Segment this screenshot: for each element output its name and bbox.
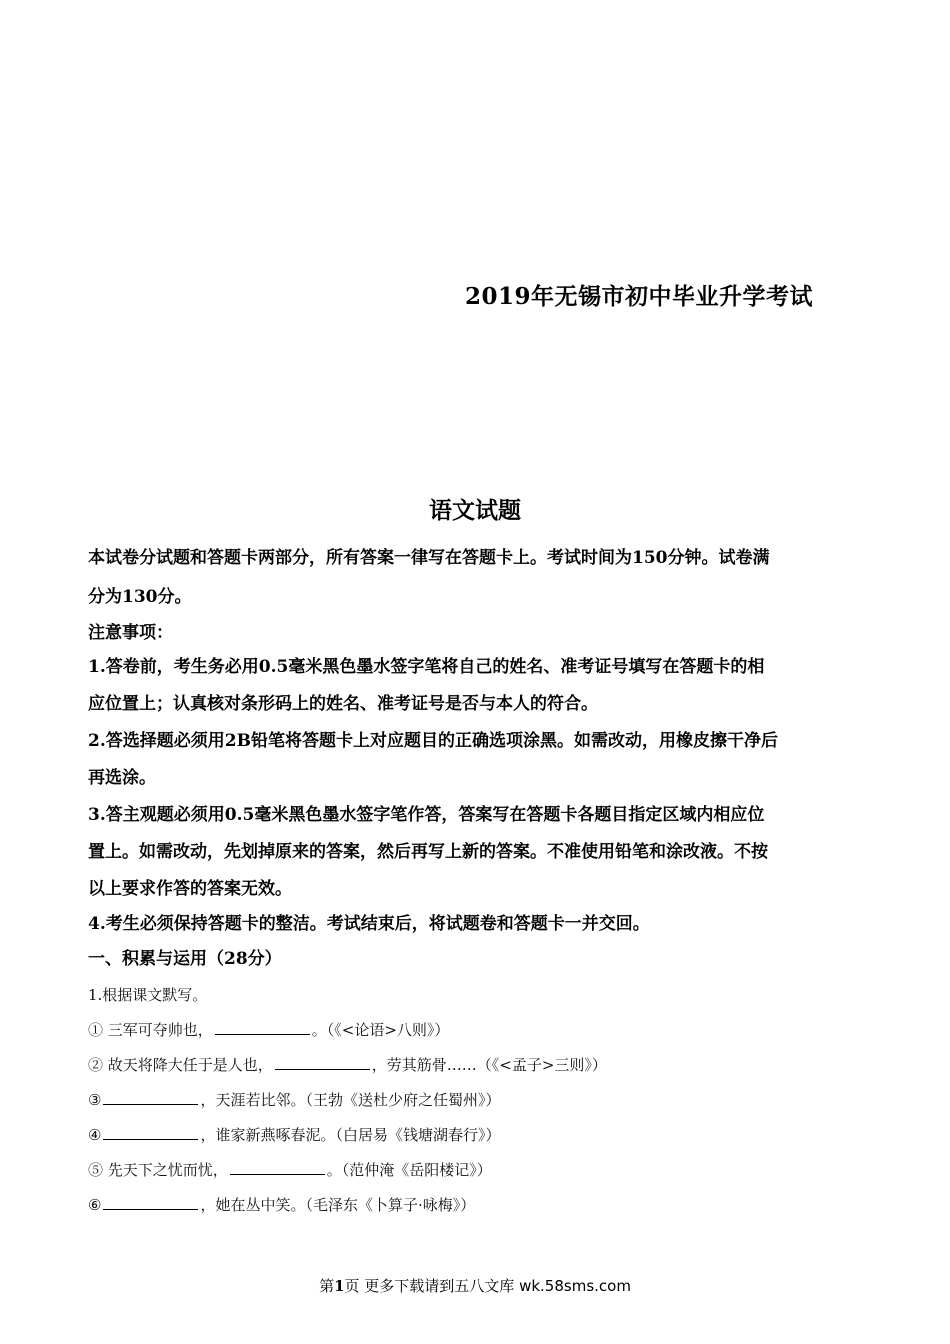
intro-line-2: 分为130分。 <box>88 587 192 607</box>
answer-blank <box>103 1195 198 1210</box>
item-prefix: ③ <box>88 1091 102 1109</box>
answer-blank <box>103 1090 198 1105</box>
item-suffix: ，谁家新燕啄春泥。（白居易《钱塘湖春行》） <box>200 1126 501 1144</box>
notice-item-1-line-2: 应位置上；认真核对条形码上的姓名、准考证号是否与本人的符合。 <box>88 694 598 714</box>
footer-page-number: 1 <box>334 1277 345 1295</box>
item-prefix: ① 三军可夺帅也， <box>88 1021 213 1039</box>
item-prefix: ⑤ 先天下之忧而忧， <box>88 1161 228 1179</box>
subject-title: 语文试题 <box>429 497 521 524</box>
item-suffix: ，天涯若比邻。（王勃《送杜少府之任蜀州》） <box>200 1091 501 1109</box>
section-1-heading: 一、积累与运用（28分） <box>88 949 282 969</box>
item-prefix: ④ <box>88 1126 102 1144</box>
notice-item-1-line-1: 1.答卷前，考生务必用0.5毫米黑色墨水签字笔将自己的姓名、准考证号填写在答题卡的相 <box>88 657 765 677</box>
question-1-stem: 1.根据课文默写。 <box>88 986 208 1004</box>
footer-page-suffix: 页 更多下载请到五八文库 <box>344 1277 515 1295</box>
item-suffix: 。（范仲淹《岳阳楼记》） <box>326 1161 492 1179</box>
exam-title: 2019年无锡市初中毕业升学考试 <box>465 283 814 310</box>
item-suffix: 。（《<论语>八则》） <box>311 1021 450 1039</box>
item-suffix: ，她在丛中笑。（毛泽东《卜算子·咏梅》） <box>200 1196 476 1214</box>
question-1-item-4 <box>88 1124 500 1146</box>
intro-line-1: 本试卷分试题和答题卡两部分，所有答案一律写在答题卡上。考试时间为150分钟。试卷满 <box>88 548 770 568</box>
answer-blank <box>103 1125 198 1140</box>
question-1-item-5 <box>88 1159 492 1181</box>
question-1-item-2 <box>88 1054 607 1076</box>
notice-item-3-line-2: 置上。如需改动，先划掉原来的答案，然后再写上新的答案。不准使用铅笔和涂改液。不按 <box>88 842 768 862</box>
notice-item-3-line-1: 3.答主观题必须用0.5毫米黑色墨水签字笔作答，答案写在答题卡各题目指定区域内相应位 <box>88 805 765 825</box>
page-footer <box>0 1275 950 1296</box>
notice-item-4-line-1: 4.考生必须保持答题卡的整洁。考试结束后，将试题卷和答题卡一并交回。 <box>88 914 650 934</box>
item-prefix: ② 故天将降大任于是人也， <box>88 1056 273 1074</box>
answer-blank <box>230 1160 325 1175</box>
answer-blank <box>275 1055 370 1070</box>
footer-site-link[interactable]: wk.58sms.com <box>519 1277 631 1295</box>
item-prefix: ⑥ <box>88 1196 102 1214</box>
footer-page-prefix: 第 <box>319 1277 335 1295</box>
answer-blank <box>215 1020 310 1035</box>
question-1-item-1 <box>88 1019 449 1041</box>
notice-item-2-line-1: 2.答选择题必须用2B铅笔将答题卡上对应题目的正确选项涂黑。如需改动，用橡皮擦干净后 <box>88 731 778 751</box>
notice-item-2-line-2: 再选涂。 <box>88 768 156 788</box>
question-1-item-3 <box>88 1089 500 1111</box>
item-suffix: ，劳其筋骨……（《<孟子>三则》） <box>371 1056 607 1074</box>
question-1-item-6 <box>88 1194 475 1216</box>
notice-item-3-line-3: 以上要求作答的答案无效。 <box>88 879 292 899</box>
notice-heading: 注意事项： <box>88 623 173 643</box>
